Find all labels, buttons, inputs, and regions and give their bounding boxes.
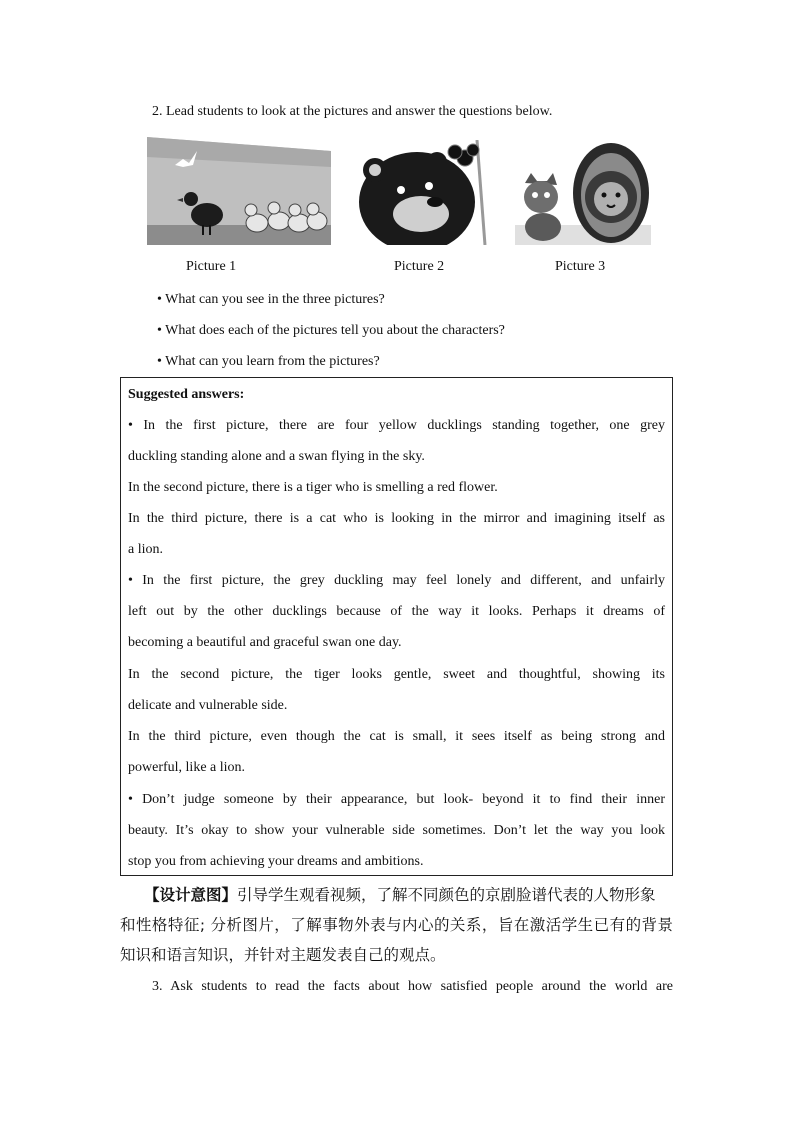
- step3-instruction: 3. Ask students to read the facts about how satisfied people around the world are: [152, 979, 673, 994]
- picture-1-image: [147, 137, 331, 245]
- answer-line: duckling standing alone and a swan flying in the sky.: [128, 449, 425, 464]
- answer-line: In the third picture, even though the cat is small, it sees itself as being strong and: [128, 729, 665, 744]
- answer-line: In the second picture, the tiger looks gentle, sweet and thoughtful, showing its: [128, 667, 665, 682]
- picture-1-caption: Picture 1: [186, 259, 237, 274]
- design-intent-line-2: 和性格特征; 分析图片，了解事物外表与内心的关系，旨在激活学生已有的背景: [120, 916, 673, 934]
- design-intent-line-3: 知识和语言知识，并针对主题发表自己的观点。: [120, 946, 446, 964]
- answer-line: • In the first picture, the grey duckling may feel lonely and different, and unfairly: [128, 573, 665, 588]
- answer-line: In the third picture, there is a cat who is looking in the mirror and imagining itself as: [128, 511, 665, 526]
- suggested-answers-box: [120, 377, 673, 876]
- answer-line: In the second picture, there is a tiger who is smelling a red flower.: [128, 480, 498, 495]
- answer-line: beauty. It’s okay to show your vulnerable side sometimes. Don’t let the way you look: [128, 823, 665, 838]
- answer-line: • In the first picture, there are four yellow ducklings standing together, one grey: [128, 418, 665, 433]
- question-item: • What can you see in the three pictures?: [157, 292, 385, 307]
- picture-3-caption: Picture 3: [555, 259, 606, 274]
- design-intent-text: 引导学生观看视频，了解不同颜色的京剧脸谱代表的人物形象: [237, 886, 656, 904]
- step2-instruction: 2. Lead students to look at the pictures and answer the questions below.: [152, 104, 553, 119]
- answer-line: a lion.: [128, 542, 163, 557]
- answer-line: • Don’t judge someone by their appearance, but look- beyond it to find their inner: [128, 792, 665, 807]
- answer-line: delicate and vulnerable side.: [128, 698, 288, 713]
- picture-2-image: [355, 140, 488, 245]
- question-item: • What does each of the pictures tell you about the characters?: [157, 323, 505, 338]
- design-intent-line-1: [144, 884, 656, 906]
- picture-3-image: [515, 135, 651, 245]
- picture-2-caption: Picture 2: [394, 259, 445, 274]
- question-item: • What can you learn from the pictures?: [157, 354, 380, 369]
- answer-line: becoming a beautiful and graceful swan one day.: [128, 635, 402, 650]
- answers-heading: Suggested answers:: [128, 387, 245, 402]
- answer-line: left out by the other ducklings because of the way it looks. Perhaps it dreams of: [128, 604, 665, 619]
- design-intent-label: 【设计意图】: [144, 886, 238, 904]
- answer-line: powerful, like a lion.: [128, 760, 246, 775]
- answer-line: stop you from achieving your dreams and ambitions.: [128, 854, 424, 869]
